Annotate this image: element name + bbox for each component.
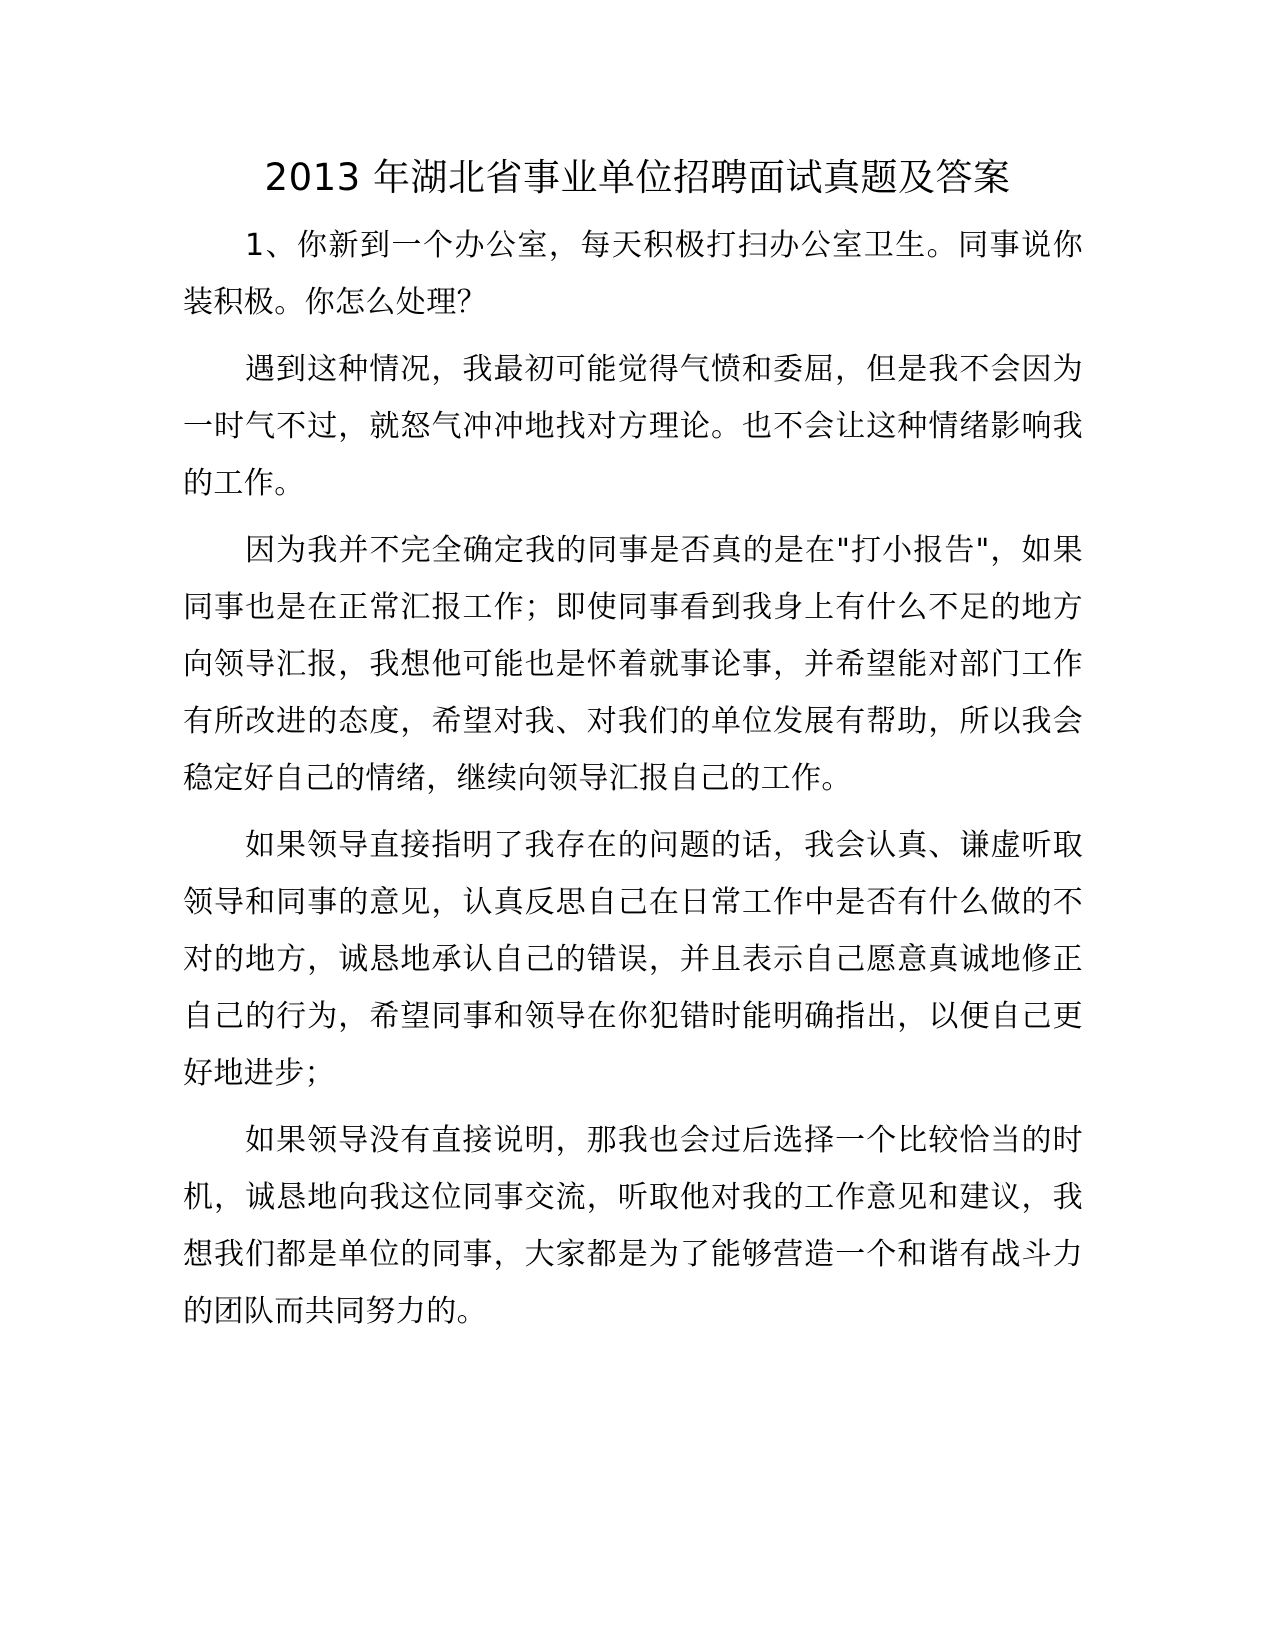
answer-paragraph-1: 遇到这种情况，我最初可能觉得气愤和委屈，但是我不会因为一时气不过，就怒气冲冲地找对方理论。也不会让这种情绪影响我的工作。 bbox=[183, 352, 1083, 501]
answer-paragraph-2: 因为我并不完全确定我的同事是否真的是在"打小报告"，如果同事也是在正常汇报工作；即使同事看到我身上有什么不足的地方向领导汇报，我想他可能也是怀着就事论事，并希望能对部门工作有所改进的态度，希望对我、对我们的单位发展有帮助，所以我会稳定好自己的情绪，继续向领导汇报自己的工作。 bbox=[183, 533, 1083, 796]
answer-paragraph-3: 如果领导直接指明了我存在的问题的话，我会认真、谦虚听取领导和同事的意见，认真反思自己在日常工作中是否有什么做的不对的地方，诚恳地承认自己的错误，并且表示自己愿意真诚地修正自己的行为，希望同事和领导在你犯错时能明确指出，以便自己更好地进步； bbox=[183, 828, 1083, 1091]
document-title: 2013 年湖北省事业单位招聘面试真题及答案 bbox=[264, 156, 1011, 199]
document-body bbox=[183, 217, 1083, 1350]
question-paragraph: 1、你新到一个办公室，每天积极打扫办公室卫生。同事说你装积极。你怎么处理？ bbox=[183, 228, 1083, 320]
answer-paragraph-4: 如果领导没有直接说明，那我也会过后选择一个比较恰当的时机，诚恳地向我这位同事交流，听取他对我的工作意见和建议，我想我们都是单位的同事，大家都是为了能够营造一个和谐有战斗力的团队而共同努力的。 bbox=[183, 1123, 1083, 1329]
